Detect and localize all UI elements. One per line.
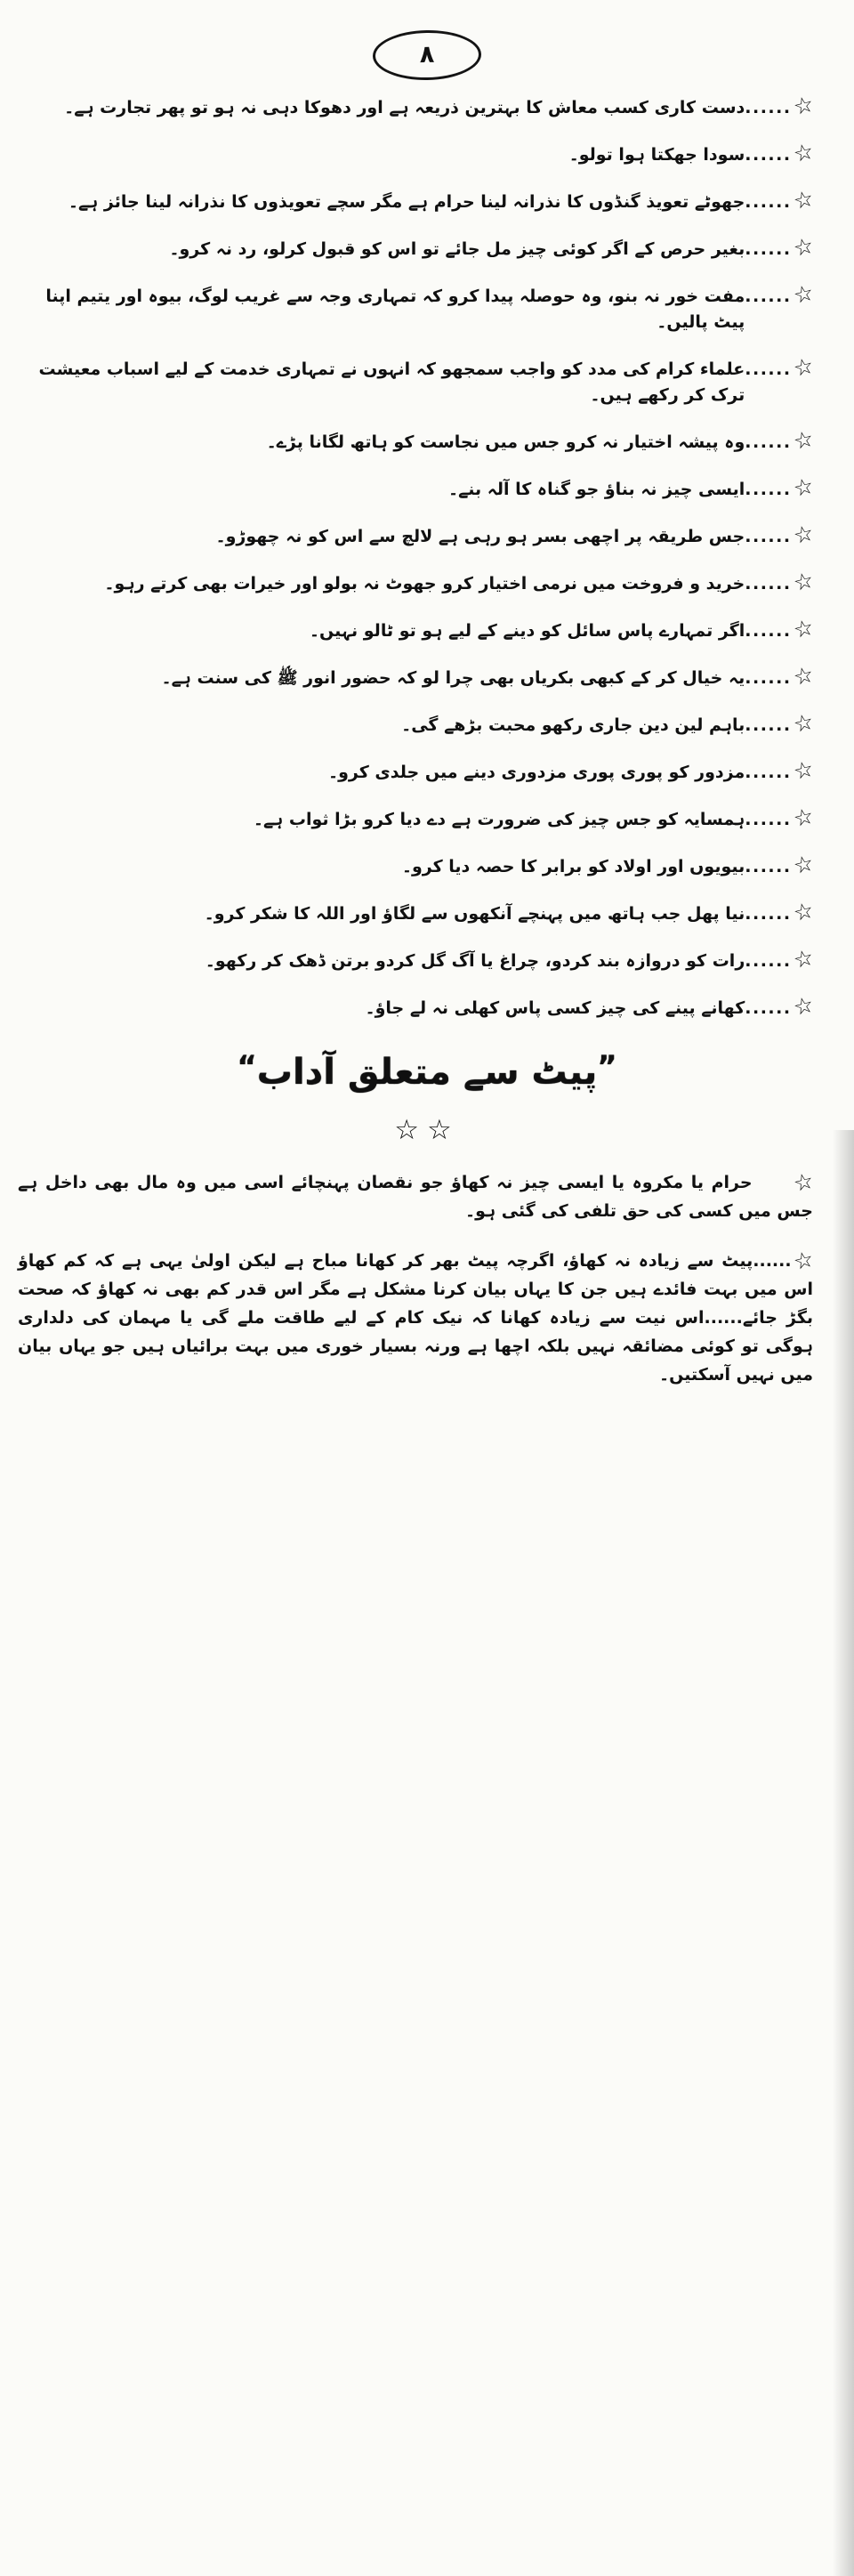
bullet-text: جھوٹے تعویذ گنڈوں کا نذرانہ لینا حرام ہے مگر سچے تعویذوں کا نذرانہ لینا جائز ہے۔ [68, 192, 745, 212]
bullet-dots: ...... [745, 527, 792, 546]
bullet-item [18, 519, 817, 550]
star-icon: ☆ [790, 896, 817, 927]
bullet-item [18, 424, 817, 456]
bullet-dots: ...... [745, 432, 792, 452]
bullet-text: ایسی چیز نہ بناؤ جو گناہ کا آلہ بنے۔ [447, 480, 745, 499]
bullet-item [18, 613, 817, 644]
star-icon: ☆ [790, 707, 817, 739]
star-icon: ☆ [790, 990, 817, 1022]
bullet-dots: ...... [745, 668, 792, 688]
star-icon: ☆ [790, 1245, 817, 1276]
bullet-item [18, 896, 817, 927]
bullet-dots: ...... [745, 715, 792, 735]
bullet-item [18, 707, 817, 739]
star-icon: ☆ [790, 519, 817, 550]
bullet-dots: ...... [745, 810, 792, 829]
bullet-text: اگر تمہارے پاس سائل کو دینے کے لیے ہو تو ٹالو نہیں۔ [309, 621, 745, 641]
bullet-dots: ...... [745, 904, 792, 924]
bullet-text: سودا جھکتا ہوا تولو۔ [568, 145, 745, 165]
section-paragraph [18, 1167, 817, 1225]
bullet-dots: ...... [745, 763, 792, 782]
bullet-text: خرید و فروخت میں نرمی اختیار کرو جھوٹ نہ بولو اور خیرات بھی کرتے رہو۔ [104, 574, 745, 594]
section-heading [0, 1042, 854, 1097]
open-quote: ” [597, 1049, 617, 1085]
bullet-text: جس طریقہ پر اچھی بسر ہو رہی ہے لالچ سے اس کو نہ چھوڑو۔ [215, 527, 745, 546]
bullet-text: بیویوں اور اولاد کو برابر کا حصہ دیا کرو۔ [401, 857, 745, 876]
star-icon: ☆ [790, 424, 817, 456]
bullet-item [18, 990, 817, 1022]
bullet-text: نیا پھل جب ہاتھ میں پہنچے آنکھوں سے لگاؤ اور اللہ کا شکر کرو۔ [204, 904, 745, 924]
star-icon: ☆ [790, 755, 817, 786]
paragraph-text: حرام یا مکروہ یا ایسی چیز نہ کھاؤ جو نقصان پہنچائے اسی میں وہ مال بھی داخل ہے جس میں کسی کی حق تلفی کی گئی ہو۔ [18, 1173, 813, 1221]
bullet-item [18, 755, 817, 786]
bullet-dots: ...... [753, 1251, 792, 1271]
star-icon: ☆ [790, 613, 817, 644]
star-icon: ☆ [790, 351, 817, 383]
star-icon: ☆ [790, 184, 817, 215]
section-paragraphs [0, 1145, 854, 1389]
bullet-item [18, 90, 817, 121]
bullet-item [18, 566, 817, 597]
bullet-text: یہ خیال کر کے کبھی بکریاں بھی چرا لو کہ حضور انور ﷺ کی سنت ہے۔ [161, 668, 745, 688]
page-number-badge [373, 29, 482, 81]
bullet-item [18, 802, 817, 833]
star-icon: ☆ [790, 660, 817, 691]
bullet-dots: ...... [745, 574, 792, 594]
bullet-dots: ...... [745, 998, 792, 1018]
divider-stars-icon: ☆☆ [394, 1114, 460, 1146]
bullet-item [18, 472, 817, 503]
star-icon: ☆ [790, 943, 817, 974]
bullet-text: رات کو دروازہ بند کردو، چراغ یا آگ گل کردو برتن ڈھک کر رکھو۔ [205, 951, 745, 971]
bullet-item [18, 137, 817, 168]
bullet-dots: ...... [745, 192, 792, 212]
bullet-item [18, 279, 817, 335]
bullet-text: دست کاری کسب معاش کا بہترین ذریعہ ہے اور دھوکا دہی نہ ہو تو پھر تجارت ہے۔ [64, 98, 745, 117]
bullet-text: بغیر حرص کے اگر کوئی چیز مل جائے تو اس کو قبول کرلو، رد نہ کرو۔ [169, 239, 745, 259]
star-icon: ☆ [790, 279, 817, 310]
bullet-dots: ...... [745, 480, 792, 499]
star-icon: ☆ [790, 566, 817, 597]
page-number: ٨ [419, 40, 435, 69]
star-icon: ☆ [790, 231, 817, 262]
star-icon: ☆ [790, 137, 817, 168]
star-icon: ☆ [790, 90, 817, 121]
bullet-text: وہ پیشہ اختیار نہ کرو جس میں نجاست کو ہاتھ لگانا پڑے۔ [266, 432, 745, 452]
star-icon: ☆ [790, 472, 817, 503]
page-number-area [0, 0, 854, 80]
bullet-text: کھانے پینے کی چیز کسی پاس کھلی نہ لے جاؤ۔ [365, 998, 745, 1018]
bullet-item [18, 231, 817, 262]
bullet-dots: ...... [745, 857, 792, 876]
bullet-item [18, 943, 817, 974]
bullet-text: مزدور کو پوری پوری مزدوری دینے میں جلدی کرو۔ [327, 763, 745, 782]
bullet-list [0, 80, 854, 1022]
bullet-text: ہمسایہ کو جس چیز کی ضرورت ہے دے دیا کرو بڑا ثواب ہے۔ [253, 810, 745, 829]
close-quote: “ [237, 1049, 257, 1085]
bullet-text: باہم لین دین جاری رکھو محبت بڑھے گی۔ [401, 715, 745, 735]
section-heading-text: پیٹ سے متعلق آداب [256, 1052, 598, 1093]
star-icon: ☆ [790, 802, 817, 833]
bullet-text: علماء کرام کی مدد کو واجب سمجھو کہ انہوں نے تمہاری خدمت کے لیے اسباب معیشت ترک کر رکھے ہیں۔ [38, 359, 745, 405]
bullet-text: مفت خور نہ بنو، وہ حوصلہ پیدا کرو کہ تمہاری وجہ سے غریب لوگ، بیوہ اور یتیم اپنا پیٹ پالیں۔ [45, 287, 745, 332]
star-icon: ☆ [790, 849, 817, 880]
bullet-dots: ...... [745, 359, 792, 379]
bullet-dots: ...... [745, 98, 792, 117]
bullet-item [18, 660, 817, 691]
bullet-item [18, 184, 817, 215]
bullet-dots: ...... [745, 239, 792, 259]
bullet-dots: ...... [745, 145, 792, 165]
star-icon: ☆ [790, 1167, 817, 1198]
bullet-item [18, 351, 817, 408]
paragraph-text: پیٹ سے زیادہ نہ کھاؤ، اگرچہ پیٹ بھر کر کھانا مباح ہے لیکن اولیٰ یہی ہے کہ کم کھاؤ اس میں بہت فائدے ہیں جن کا یہاں بیان کرنا مشکل ہے مگر اس قدر کم بھی نہ کھاؤ کہ صحت بگڑ جائے......اس نیت سے زیادہ کھانا کہ نیک کام کے لیے طاقت ملے گی یا مہمان کی دلداری ہوگی تو کوئی مضائقہ نہیں بلکہ اچھا ہے ورنہ بسیار خوری میں بہت برائیاں ہیں جو یہاں بیان میں نہیں آسکتیں۔ [18, 1251, 813, 1385]
bullet-dots: ...... [745, 287, 792, 306]
bullet-dots: ...... [745, 621, 792, 641]
bullet-dots: ...... [745, 951, 792, 971]
section-paragraph [18, 1245, 817, 1389]
bullet-item [18, 849, 817, 880]
